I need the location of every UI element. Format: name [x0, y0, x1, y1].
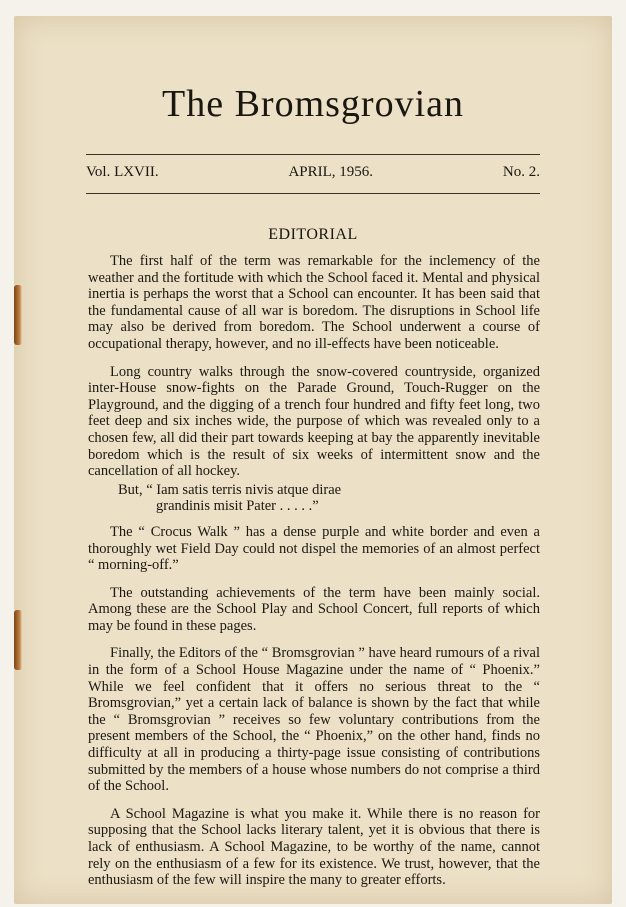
paragraph: A School Magazine is what you make it. While there is no reason for supposing that the School lacks literary talent, yet it is obvious that there is lack of enthusiasm. A School Magazine, to be worthy of the name, cannot rely on the enthusiasm of a few for its existence. We trust, however, that the enthusiasm of the few will inspire the many to greater efforts.	[88, 805, 540, 889]
issue-line	[86, 164, 540, 181]
paragraph: The “ Crocus Walk ” has a dense purple and white border and even a thoroughly wet Field Day could not dispel the memories of an almost perfect “ morning-off.”	[88, 523, 540, 574]
issue-number: No. 2.	[502, 164, 540, 180]
bottom-rule	[86, 193, 540, 194]
issue-date: APRIL, 1956.	[288, 164, 374, 180]
editorial-body	[88, 253, 540, 889]
paragraph: Long country walks through the snow-covered countryside, organized inter-House snow-fights on the Parade Ground, Touch-Rugger on the Playground, and the digging of a trench four hundred and fifty feet long, two feet deep and six inches wide, the purpose of which was revealed only to a chosen few, all did their part towards keeping at bay the apparently inevitable boredom which is the result of six weeks of intermittent snow and the cancellation of all hockey.	[88, 363, 540, 480]
volume-number: Vol. LXVII.	[86, 164, 159, 180]
quote-line: But, “ Iam satis terris nivis atque dirae	[118, 481, 342, 498]
section-heading: EDITORIAL	[268, 226, 358, 243]
top-rule	[86, 154, 540, 155]
rust-stain-upper	[14, 285, 22, 345]
magazine-title: The Bromsgrovian	[161, 83, 464, 125]
rust-stain-lower	[14, 610, 22, 670]
paragraph: The outstanding achievements of the term have been mainly social. Among these are the School Play and School Concert, full reports of which may be found in these pages.	[88, 584, 540, 634]
paragraph: The first half of the term was remarkable for the inclemency of the weather and the fortitude with which the School faced it. Mental and physical inertia is perhaps the worst that a School can encounter. It has been said that the fundamental cause of all war is boredom. The disruptions in School life may also be derived from boredom. The School underwent a course of occupational therapy, however, and no ill-effects have been noticeable.	[88, 253, 540, 352]
quote-line: grandinis misit Pater . . . . .”	[156, 498, 319, 515]
paragraph: Finally, the Editors of the “ Bromsgrovian ” have heard rumours of a rival in the form of a School House Magazine under the name of “ Phoenix.” While we feel confident that it offers no serious threat to the “ Bromsgrovian,” yet a certain lack of balance is shown by the fact that while the “ Bromsgrovian ” receives so few voluntary contributions from the present members of the School, the “ Phoenix,” on the other hand, finds no difficulty at all in producing a thirty-page issue consisting of contributions submitted by the members of a house whose numbers do not comprise a third of the School.	[88, 645, 540, 795]
latin-quote	[88, 482, 540, 515]
